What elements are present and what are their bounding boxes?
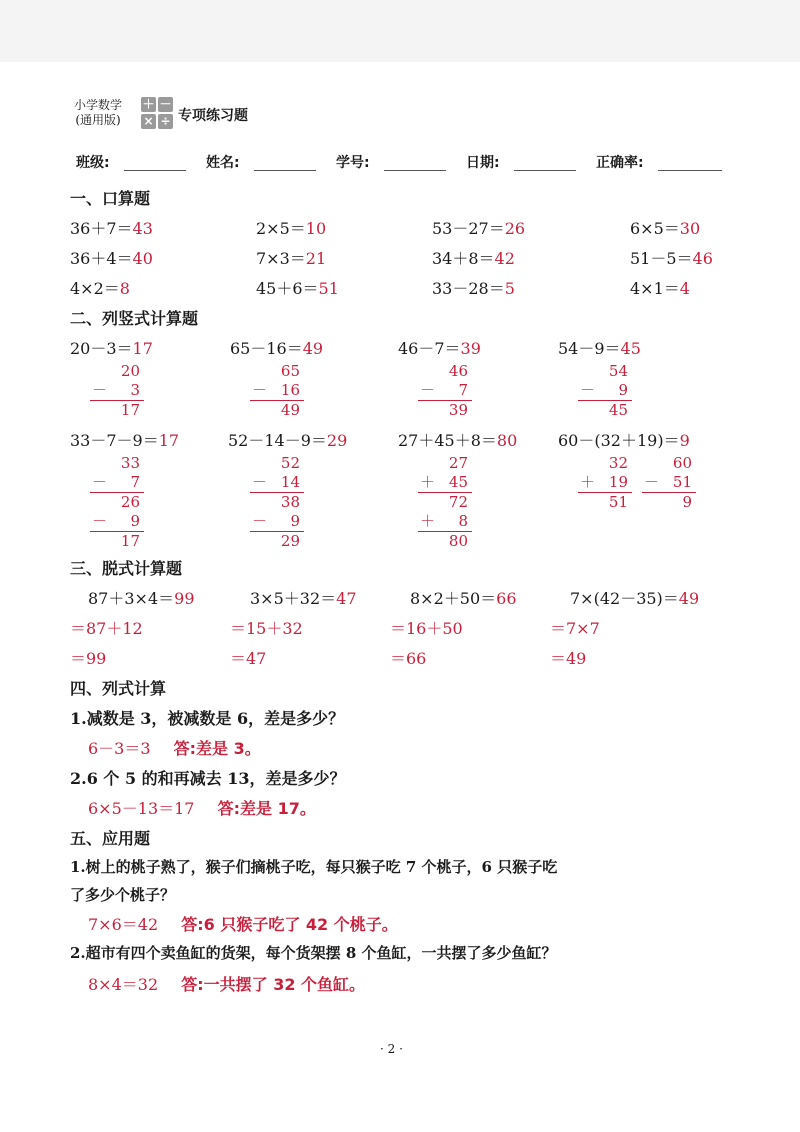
vertical-work: 54 － 9 45	[574, 362, 634, 420]
field-name: 姓名:	[206, 155, 240, 171]
divide-icon: ÷	[158, 114, 173, 129]
answer-line	[88, 796, 316, 819]
blank-date[interactable]	[514, 170, 576, 171]
page-number: · 2 ·	[380, 1042, 403, 1056]
oral-problem: 53－27＝26	[432, 219, 526, 238]
answer-line	[88, 912, 398, 935]
oral-problem: 33－28＝5	[432, 279, 515, 298]
answer-line	[88, 972, 365, 995]
stepwise-step: ＝7×7	[550, 619, 600, 638]
word-problem: 1.减数是 3，被减数是 6，差是多少？	[70, 709, 345, 728]
vertical-problem: 20－3＝17	[70, 339, 153, 358]
field-accuracy: 正确率:	[596, 155, 644, 171]
oral-problem: 6×5＝30	[630, 219, 701, 238]
vertical-work: 33 － 7 26 － 9 17	[86, 454, 146, 551]
vertical-problem: 65－16＝49	[230, 339, 324, 358]
blank-student-no[interactable]	[384, 170, 446, 171]
field-date: 日期:	[466, 155, 500, 171]
stepwise-problem: 8×2＋50＝66	[410, 589, 517, 608]
oral-problem: 36＋7＝43	[70, 219, 153, 238]
answer-line	[88, 736, 261, 759]
vertical-problem: 33－7－9＝17	[70, 431, 180, 450]
field-class: 班级:	[76, 155, 110, 171]
stepwise-step: ＝99	[70, 649, 107, 668]
answer-text: 答:差是 17。	[217, 799, 316, 818]
stepwise-step: ＝15＋32	[230, 619, 303, 638]
oral-problem: 36＋4＝40	[70, 249, 153, 268]
oral-problem: 7×3＝21	[256, 249, 327, 268]
vertical-work: 46 － 7 39	[414, 362, 474, 420]
series-line1: 小学数学	[74, 98, 123, 112]
series-label	[74, 98, 122, 128]
word-problem-line1: 1.树上的桃子熟了，猴子们摘桃子吃，每只猴子吃 7 个桃子，6 只猴子吃	[70, 858, 558, 876]
stepwise-step: ＝49	[550, 649, 587, 668]
stepwise-step: ＝47	[230, 649, 267, 668]
vertical-problem: 60－(32＋19)＝9	[558, 431, 690, 450]
stepwise-step: ＝66	[390, 649, 427, 668]
vertical-work: 32 ＋ 19 51	[574, 454, 634, 512]
vertical-work: 27 ＋ 45 72 ＋ 8 80	[414, 454, 474, 551]
times-icon: ×	[141, 114, 156, 129]
vertical-problem: 54－9＝45	[558, 339, 641, 358]
section4-title: 四、列式计算	[70, 679, 167, 698]
top-scan-band	[0, 0, 800, 62]
vertical-problem: 46－7＝39	[398, 339, 481, 358]
oral-problem: 2×5＝10	[256, 219, 327, 238]
operations-badge-icon	[141, 97, 173, 129]
oral-problem: 45＋6＝51	[256, 279, 339, 298]
section1-title: 一、口算题	[70, 189, 151, 208]
vertical-problem: 52－14－9＝29	[228, 431, 348, 450]
stepwise-problem: 7×(42－35)＝49	[570, 589, 700, 608]
minus-icon: －	[159, 97, 172, 111]
answer-text: 答:6 只猴子吃了 42 个桃子。	[181, 915, 398, 934]
vertical-work: 20 － 3 17	[86, 362, 146, 420]
stepwise-step: ＝16＋50	[390, 619, 463, 638]
word-problem-line1: 2.超市有四个卖鱼缸的货架，每个货架摆 8 个鱼缸，一共摆了多少鱼缸？	[70, 944, 557, 962]
oral-problem: 34＋8＝42	[432, 249, 515, 268]
stepwise-step: ＝87＋12	[70, 619, 143, 638]
word-problem: 2.6 个 5 的和再减去 13，差是多少？	[70, 769, 346, 788]
stepwise-problem: 87＋3×4＝99	[88, 589, 195, 608]
oral-problem: 51－5＝46	[630, 249, 713, 268]
oral-problem: 4×2＝8	[70, 279, 130, 298]
blank-accuracy[interactable]	[658, 170, 722, 171]
answer-equation: 6－3＝3	[88, 739, 151, 758]
section2-title: 二、列竖式计算题	[70, 309, 199, 328]
vertical-problem: 27＋45＋8＝80	[398, 431, 518, 450]
section5-title: 五、应用题	[70, 829, 151, 848]
field-student-no: 学号:	[336, 155, 370, 171]
plus-icon: ＋	[142, 97, 155, 111]
stepwise-problem: 3×5＋32＝47	[250, 589, 357, 608]
oral-problem: 4×1＝4	[630, 279, 690, 298]
answer-equation: 8×4＝32	[88, 975, 159, 994]
blank-class[interactable]	[124, 170, 186, 171]
vertical-work: 60 － 51 9	[638, 454, 698, 512]
answer-equation: 6×5－13＝17	[88, 799, 195, 818]
series-line2: (通用版)	[75, 113, 121, 127]
answer-text: 答:一共摆了 32 个鱼缸。	[181, 975, 366, 994]
blank-name[interactable]	[254, 170, 316, 171]
answer-equation: 7×6＝42	[88, 915, 159, 934]
section3-title: 三、脱式计算题	[70, 559, 183, 578]
vertical-work: 52 － 14 38 － 9 29	[246, 454, 306, 551]
word-problem-line2: 了多少个桃子？	[70, 886, 176, 904]
answer-text: 答:差是 3。	[173, 739, 261, 758]
vertical-work: 65 － 16 49	[246, 362, 306, 420]
page-title: 专项练习题	[178, 108, 248, 124]
